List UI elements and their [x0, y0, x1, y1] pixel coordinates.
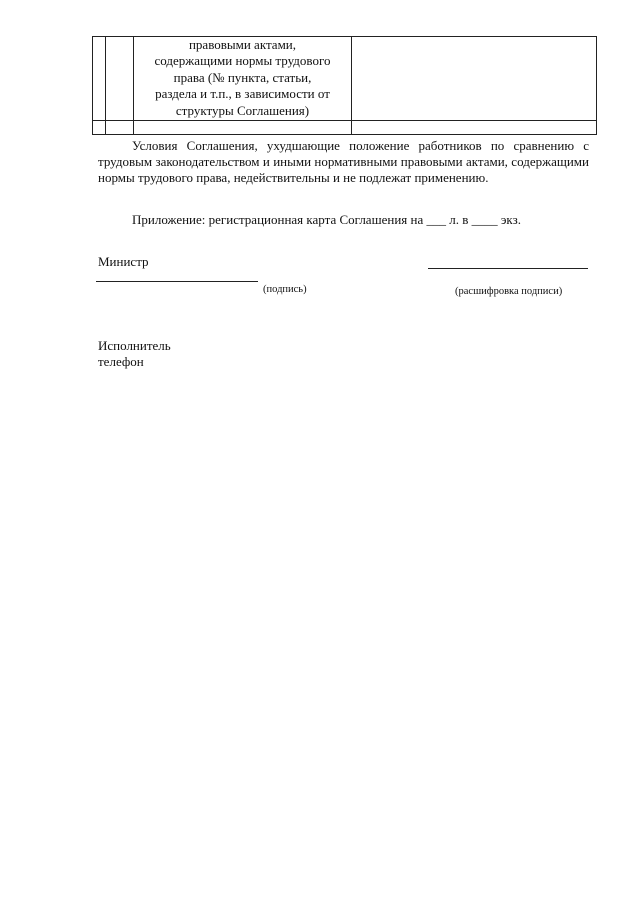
table-cell-empty	[352, 121, 597, 135]
table-cell-number	[93, 121, 134, 135]
table-cell-number	[93, 37, 134, 121]
signature-caption: (подпись)	[263, 284, 307, 295]
decoding-caption: (расшифровка подписи)	[455, 286, 563, 297]
table-cell-empty	[134, 121, 352, 135]
phone-label: телефон	[98, 354, 144, 369]
executor-label: Исполнитель	[98, 338, 171, 353]
cell-line: содержащими нормы трудового	[154, 53, 331, 69]
cell-line: структуры Соглашения)	[175, 102, 310, 118]
minister-label: Министр	[98, 254, 149, 269]
executor-block	[98, 338, 171, 370]
cell-line: раздела и т.п., в зависимости от	[155, 86, 330, 102]
cell-line: правовыми актами,	[188, 37, 297, 52]
signature-line	[96, 281, 258, 282]
table-cell-empty	[352, 37, 597, 121]
table-row	[93, 37, 597, 121]
cell-line: права (№ пункта, статьи,	[173, 69, 312, 85]
table-cell-provision	[134, 37, 352, 121]
table-row	[93, 121, 597, 135]
decoding-line	[428, 268, 588, 269]
agreement-table-fragment	[92, 36, 597, 135]
appendix-line: Приложение: регистрационная карта Соглашения на ___ л. в ____ экз.	[132, 212, 521, 227]
conditions-paragraph: Условия Соглашения, ухудшающие положение работников по сравнению с трудовым законодательством и иными нормативными правовыми актами, содержащими нормы трудового права, недействительны и не подлежат применению.	[98, 138, 589, 185]
